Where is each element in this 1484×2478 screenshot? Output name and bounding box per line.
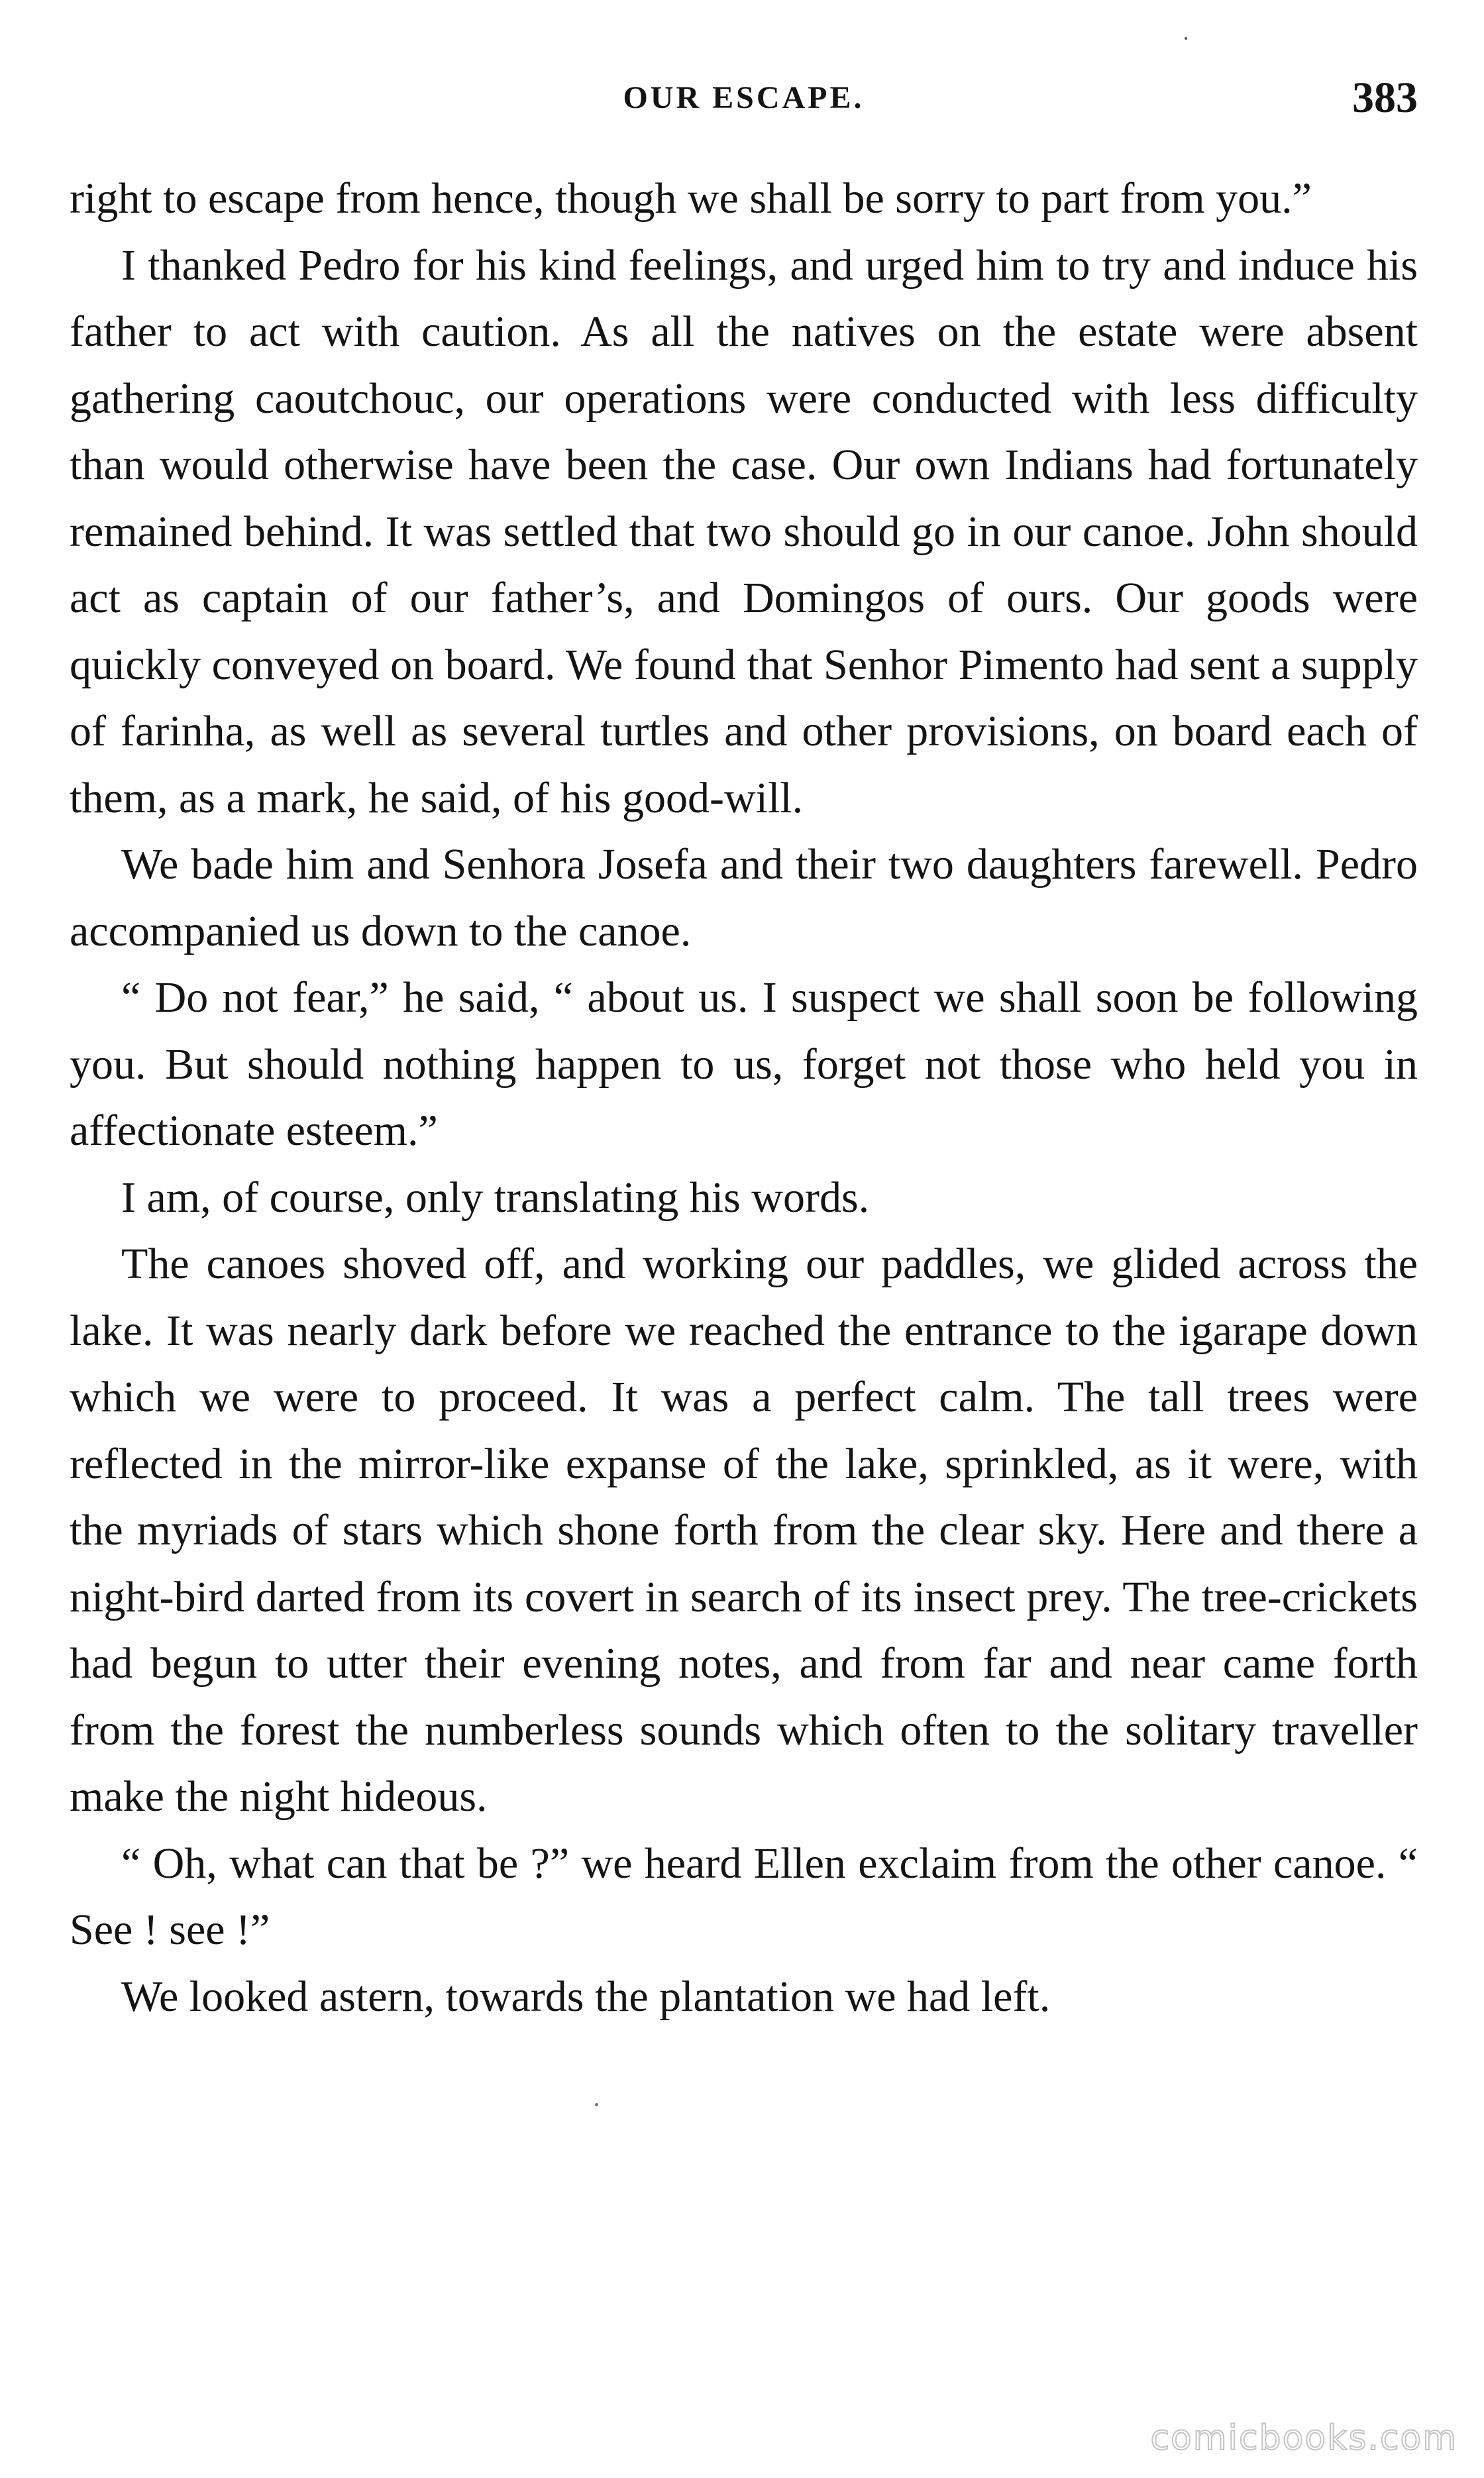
running-head <box>70 73 1418 133</box>
paragraph-6: The canoes shoved off, and working our paddles, we glided across the lake. It was nearly dark before we reached the entrance to the igarape down which we were to proceed. It was a perfect calm. The tall trees were reflected in the mirror-like expanse of the lake, sprinkled, as it were, with the myriads of stars which shone forth from the clear sky. Here and there a night-bird darted from its covert in search of its insect prey. The tree-crickets had begun to utter their evening notes, and from far and near came forth from the forest the numberless sounds which often to the solitary traveller make the night hideous. <box>70 1240 1418 1821</box>
paragraph-2: I thanked Pedro for his kind feelings, and urged him to try and induce his father to act with caution. As all the natives on the estate were absent gathering caoutchouc, our operations were conducted with less difficulty than would otherwise have been the case. Our own Indians had fortunately remained behind. It was settled that two should go in our canoe. John should act as captain of our father’s, and Domingos of ours. Our goods were quickly conveyed on board. We found that Senhor Pimento had sent a supply of farinha, as well as several turtles and other provisions, on board each of them, as a mark, he said, of his good-will. <box>70 241 1418 822</box>
paragraph-8: We looked astern, towards the plantation we had left. <box>121 1972 1051 2021</box>
print-speck <box>595 2103 598 2106</box>
paragraph-5: I am, of course, only translating his words. <box>121 1173 870 1222</box>
paragraph-3: We bade him and Senhora Josefa and their two daughters farewell. Pedro accompanied us down to the canoe. <box>70 840 1418 955</box>
paragraph-4: “ Do not fear,” he said, “ about us. I suspect we shall soon be following you. But should nothing happen to us, forget not those who held you in affectionate esteem.” <box>70 973 1418 1155</box>
paragraph-7: “ Oh, what can that be ?” we heard Ellen exclaim from the other canoe. “ See ! see !” <box>70 1839 1418 1954</box>
body-text <box>70 166 1418 2030</box>
paragraph-1: right to escape from hence, though we shall be sorry to part from you.” <box>70 174 1312 223</box>
page-number: 383 <box>1352 74 1418 122</box>
watermark: comicbooks.com <box>1150 2418 1458 2458</box>
print-speck <box>1185 37 1187 40</box>
running-title: OUR ESCAPE. <box>623 80 865 115</box>
